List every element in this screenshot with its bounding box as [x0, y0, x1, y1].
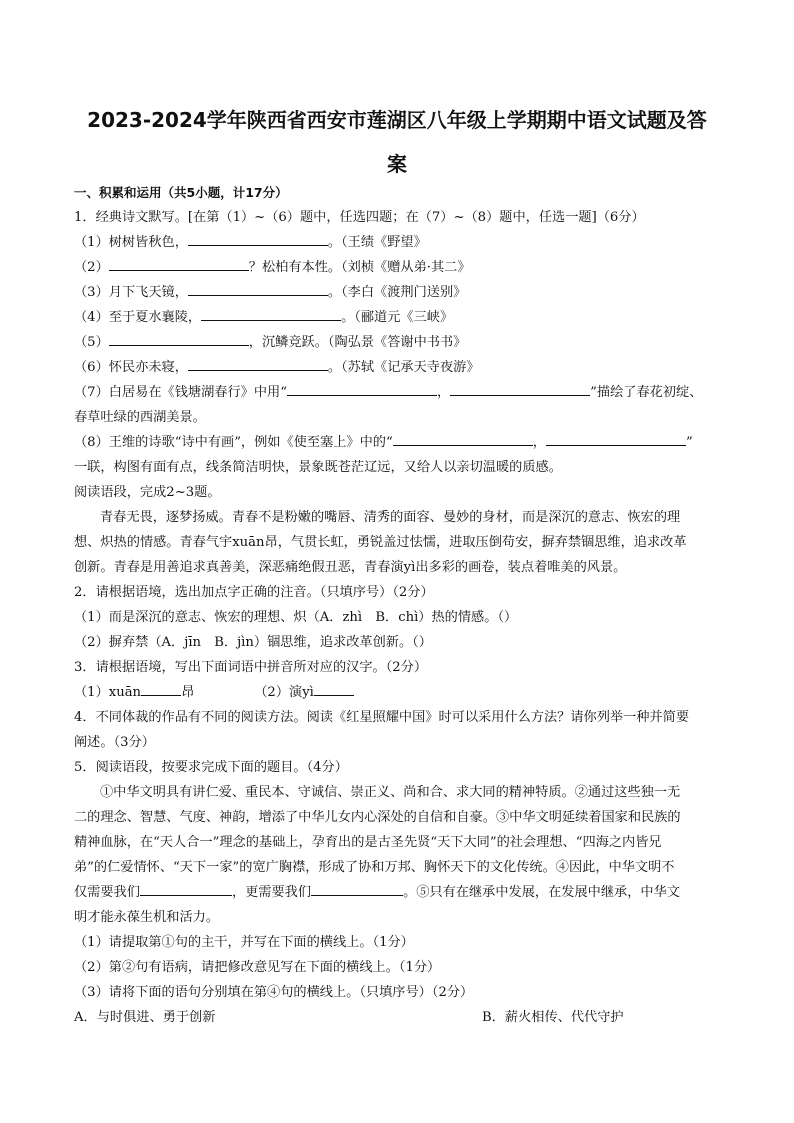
q1-item-5	[74, 330, 724, 355]
q1-item-2-text: （2）	[74, 260, 109, 275]
q5-item-1: （1）请提取第①句的主干，并写在下面的横线上。（1分）	[74, 935, 414, 950]
q3-item-2-text: （2）演yì	[254, 685, 314, 700]
q1-item-3	[74, 280, 724, 305]
q1-item-3-source: 。（李白《渡荆门送别》	[327, 285, 467, 300]
q1-item-4-text: （4）至于夏水襄陵，	[74, 310, 202, 325]
q5-item-2: （2）第②句有语病，请把修改意见写在下面的横线上。（1分）	[74, 960, 441, 975]
answer-blank[interactable]	[188, 356, 328, 371]
q5-passage-4: 弟”的仁爱情怀、“天下一家”的宽广胸襟，形成了协和万邦、胸怀天下的文化传统。④因此，中华文明不	[74, 860, 675, 875]
passage-intro: 阅读语段，完成2~3题。	[74, 485, 221, 500]
answer-blank[interactable]	[109, 256, 249, 271]
answer-blank[interactable]	[287, 381, 437, 396]
option-b: B．薪火相传、代代守护	[482, 1010, 624, 1025]
answer-blank[interactable]	[311, 881, 403, 896]
q5-passage-5-c: 。⑤只有在继承中发展，在发展中继承，中华文	[403, 885, 680, 900]
q5-passage-2: 二的理念、智慧、气度、神韵，增添了中华儿女内心深处的自信和自豪。③中华文明延续着国家和民族的	[74, 810, 681, 825]
q5-options	[74, 1005, 724, 1030]
q4-line-2: 阐述。（3分）	[74, 735, 155, 750]
passage-line-3: 创新。青春是用善追求真善美，深恶痛绝假丑恶，青春演yì出多彩的画卷，装点着唯美的风景。	[74, 560, 627, 575]
q1-item-6-source: 。（苏轼《记承天寺夜游》	[327, 360, 480, 375]
q1-item-8-comma: ，	[532, 435, 546, 450]
q1-item-7-tail: ”描绘了春花初绽、	[590, 385, 703, 400]
q5-passage-5-b: ，更需要我们	[231, 885, 312, 900]
q3-stem: 3．请根据语境，写出下面词语中拼音所对应的汉字。（2分）	[74, 660, 428, 675]
answer-blank[interactable]	[109, 331, 249, 346]
q2-item-2: （2）摒弃禁（A．jīn B．jìn）锢思维，追求改革创新。（）	[74, 635, 432, 650]
passage-line-2: 想、炽热的情感。青春气宇xuān昂，气贯长虹，勇锐盖过怯懦，进取压倒苟安，摒弃禁锢思维，追求改革	[74, 535, 687, 550]
answer-blank[interactable]	[188, 281, 328, 296]
q1-item-4-source: 。（郦道元《三峡》	[341, 310, 454, 325]
q1-item-8-tail: ”	[685, 435, 693, 450]
q5-passage-5	[74, 880, 724, 905]
q1-item-1	[74, 230, 724, 255]
q1-item-2-source: ？松柏有本性。（刘桢《赠从弟·其二》	[248, 260, 471, 275]
q3-item-1-text: （1）xuān	[74, 685, 142, 700]
answer-blank[interactable]	[188, 231, 328, 246]
q2-stem: 2．请根据语境，选出加点字正确的注音。（只填序号）（2分）	[74, 585, 434, 600]
q5-passage-6: 明才能永葆生机和活力。	[74, 910, 220, 925]
q5-stem: 5．阅读语段，按要求完成下面的题目。（4分）	[74, 760, 348, 775]
q1-item-8-cont: 一联，构图有面有点，线条简洁明快，景象既苍茫辽远，又给人以亲切温暖的质感。	[74, 460, 562, 475]
answer-blank[interactable]	[450, 381, 590, 396]
answer-blank[interactable]	[314, 681, 354, 696]
q4-line-1: 4．不同体裁的作品有不同的阅读方法。阅读《红星照耀中国》时可以采用什么方法？请你列举一种并简要	[74, 710, 690, 725]
q1-item-8-text: （8）王维的诗歌“诗中有画”，例如《使至塞上》中的“	[74, 435, 393, 450]
q1-stem: 1．经典诗文默写。[在第（1）~（6）题中，任选四题；在（7）~（8）题中，任选一题]（6分）	[74, 210, 645, 225]
q1-item-1-text: （1）树树皆秋色，	[74, 235, 188, 250]
answer-blank[interactable]	[393, 431, 533, 446]
q1-item-3-text: （3）月下飞天镜，	[74, 285, 188, 300]
q5-item-3: （3）请将下面的语句分别填在第④句的横线上。（只填序号）（2分）	[74, 985, 474, 1000]
title-line-1: 2023-2024学年陕西省西安市莲湖区八年级上学期期中语文试题及答	[87, 108, 707, 132]
q3-items	[74, 680, 724, 705]
q3-item-1-char: 昂	[181, 685, 195, 700]
section-heading: 一、积累和运用（共5小题，计17分）	[74, 185, 288, 200]
q1-item-1-source: 。（王绩《野望》	[327, 235, 427, 250]
passage-line-1: 青春无畏，逐梦扬威。青春不是粉嫩的嘴唇、清秀的面容、曼妙的身材，而是深沉的意志、恢宏的理	[100, 510, 681, 525]
q1-item-5-source: ，沉鳞竞跃。（陶弘景《答谢中书书》	[248, 335, 467, 350]
q5-passage-1: ①中华文明具有讲仁爱、重民本、守诚信、崇正义、尚和合、求大同的精神特质。②通过这些独一无	[100, 785, 681, 800]
q1-item-8	[74, 430, 724, 455]
answer-blank[interactable]	[141, 681, 181, 696]
q1-item-5-text: （5）	[74, 335, 109, 350]
q1-item-6	[74, 355, 724, 380]
title-line-2: 案	[387, 152, 407, 176]
q1-item-7	[74, 380, 724, 405]
answer-blank[interactable]	[201, 306, 341, 321]
q2-item-1: （1）而是深沉的意志、恢宏的理想、炽（A．zhì B．chì）热的情感。（）	[74, 610, 518, 625]
page-title	[60, 98, 734, 186]
q1-item-6-text: （6）怀民亦未寝，	[74, 360, 188, 375]
q5-passage-3: 精神血脉，在“天人合一”理念的基础上，孕育出的是古圣先贤“天下大同”的社会理想、“四海之内皆兄	[74, 835, 662, 850]
q1-item-4	[74, 305, 724, 330]
q1-item-7-text: （7）白居易在《钱塘湖春行》中用“	[74, 385, 287, 400]
answer-blank[interactable]	[546, 431, 686, 446]
answer-blank[interactable]	[140, 881, 232, 896]
q5-passage-5-a: 仅需要我们	[74, 885, 140, 900]
option-a: A．与时俱进、勇于创新	[74, 1010, 216, 1025]
q1-item-7-comma: ，	[436, 385, 451, 400]
q1-item-7-cont: 春草吐绿的西湖美景。	[74, 410, 206, 425]
q1-item-2	[74, 255, 724, 280]
